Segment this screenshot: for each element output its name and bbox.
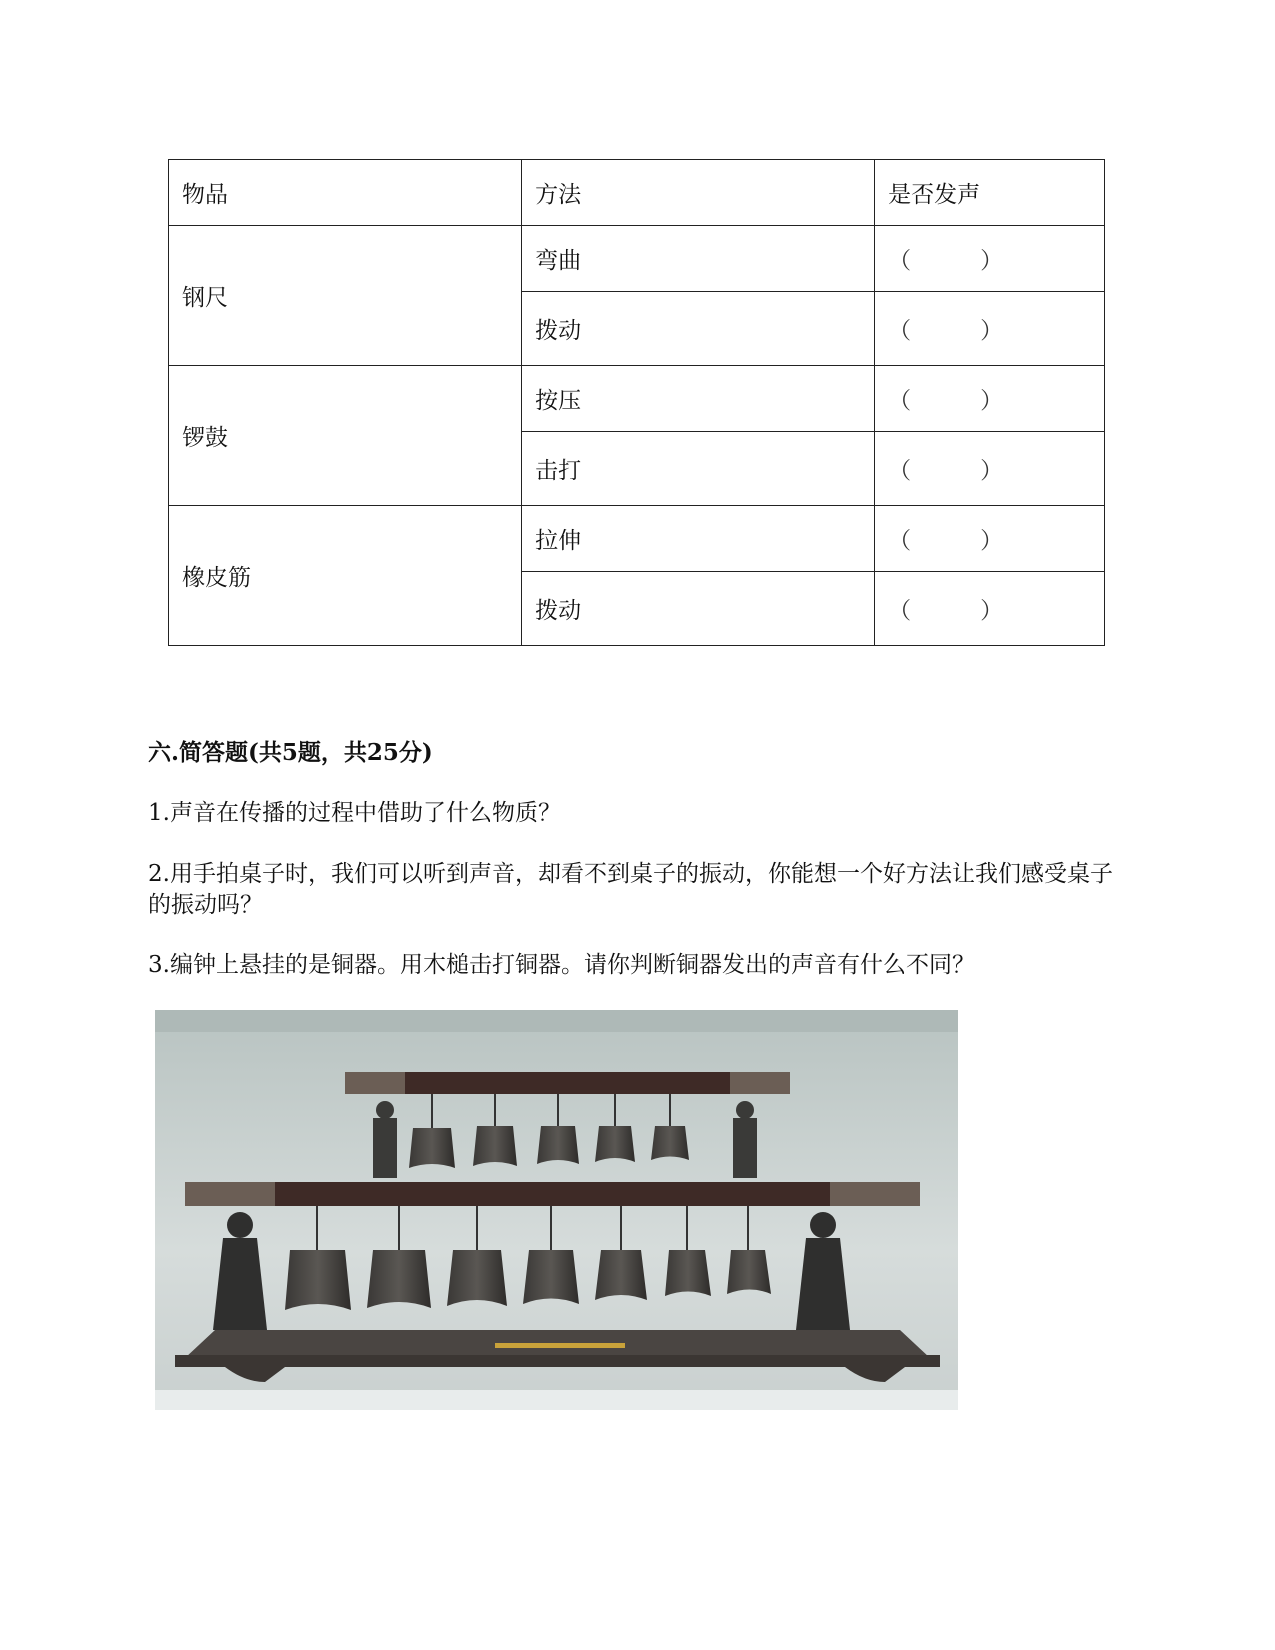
method-cell: 击打 [522, 432, 875, 506]
table-row [169, 506, 1105, 572]
answer-blank[interactable]: （ ） [875, 432, 1105, 506]
header-cell: 物品 [169, 160, 522, 226]
header-cell: 方法 [522, 160, 875, 226]
question-3: 3.编钟上悬挂的是铜器。用木槌击打铜器。请你判断铜器发出的声音有什么不同？ [148, 952, 975, 978]
item-cell: 钢尺 [169, 226, 522, 366]
experiment-table [168, 159, 1105, 646]
table-row [169, 226, 1105, 292]
method-cell: 拉伸 [522, 506, 875, 572]
question-2: 2.用手拍桌子时，我们可以听到声音，却看不到桌子的振动，你能想一个好方法让我们感受桌子的振动吗？ [148, 861, 1113, 918]
header-cell: 是否发声 [875, 160, 1105, 226]
section-title: 六.简答题(共5题，共25分) [148, 739, 433, 766]
answer-blank[interactable]: （ ） [875, 366, 1105, 432]
answer-blank[interactable]: （ ） [875, 292, 1105, 366]
question-1: 1.声音在传播的过程中借助了什么物质？ [148, 800, 561, 826]
answer-blank[interactable]: （ ） [875, 226, 1105, 292]
method-cell: 拨动 [522, 292, 875, 366]
answer-blank[interactable]: （ ） [875, 572, 1105, 646]
answer-blank[interactable]: （ ） [875, 506, 1105, 572]
item-cell: 锣鼓 [169, 366, 522, 506]
method-cell: 弯曲 [522, 226, 875, 292]
bianzhong-photo [155, 1010, 958, 1410]
method-cell: 拨动 [522, 572, 875, 646]
item-cell: 橡皮筋 [169, 506, 522, 646]
table-row [169, 366, 1105, 432]
method-cell: 按压 [522, 366, 875, 432]
table-header-row [169, 160, 1105, 226]
